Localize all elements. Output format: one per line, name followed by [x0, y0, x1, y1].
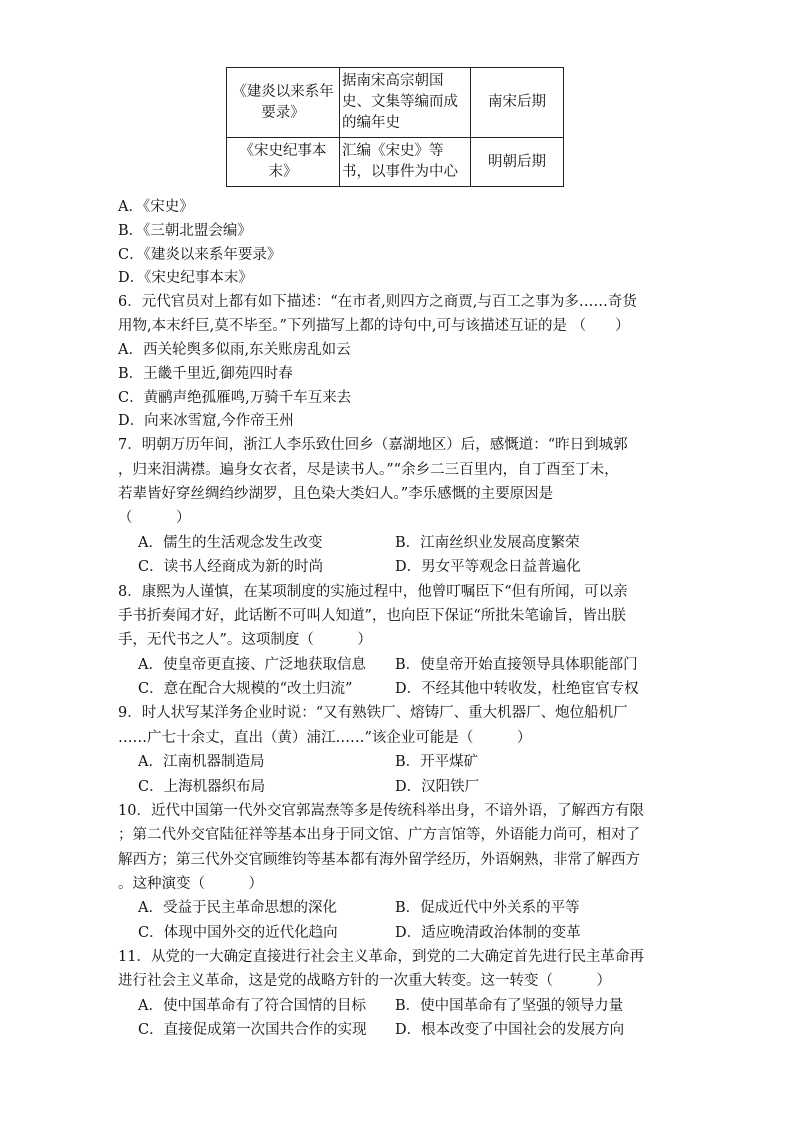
- q6-option-c: C．黄鹂声绝孤雁鸣,万骑千车互来去: [118, 390, 352, 406]
- q11-stem: 11．从党的一大确定直接进行社会主义革命，到党的二大确定首先进行民主革命再: [118, 949, 644, 965]
- q8-stem: 手书折奏闻才好，此话断不可叫人知道”，也向臣下保证“所批朱笔谕旨，皆出朕: [118, 608, 626, 624]
- table-cell: 汇编《宋史》等书，以事件为中心: [340, 138, 471, 187]
- q10-stem: ；第二代外交官陆征祥等基本出身于同文馆、广方言馆等，外语能力尚可，相对了: [118, 827, 640, 843]
- q9-stem: 9．时人状写某洋务企业时说：“又有熟铁厂、熔铸厂、重大机器厂、炮位船机厂: [118, 705, 628, 721]
- q7-stem: ，归来泪满襟。遍身女衣者，尽是读书人。”“余乡二三百里内，自丁酉至丁未，: [118, 462, 619, 478]
- q9-option-c: C．上海机器织布局: [138, 779, 266, 795]
- q5-option-a: A．《宋史》: [118, 199, 194, 215]
- q10-option-d: D．适应晚清政治体制的变革: [395, 925, 581, 941]
- q8-option-c: C．意在配合大规模的“改土归流”: [138, 681, 353, 697]
- q10-stem: 10．近代中国第一代外交官郭嵩焘等多是传统科举出身，不谙外语，了解西方有限: [118, 803, 644, 819]
- q10-stem: 解西方；第三代外交官顾维钧等基本都有海外留学经历，外语娴熟，非常了解西方: [118, 852, 640, 868]
- q7-stem: （ ）: [118, 510, 191, 526]
- q7-option-d: D．男女平等观念日益普遍化: [395, 559, 581, 575]
- source-table: [226, 67, 564, 187]
- q6-option-b: B．王畿千里近,御苑四时春: [118, 366, 293, 382]
- q9-option-b: B．开平煤矿: [395, 754, 479, 770]
- table-cell: 南宋后期: [471, 68, 564, 138]
- q6-stem: 6．元代官员对上都有如下描述：“在市者,则四方之商贾,与百工之事为多……奇货: [118, 294, 637, 310]
- q10-option-b: B．促成近代中外关系的平等: [395, 900, 580, 916]
- q10-option-c: C．体现中国外交的近代化趋向: [138, 925, 338, 941]
- table-row: [227, 138, 564, 187]
- table-cell: 明朝后期: [471, 138, 564, 187]
- q6-option-a: A．西关轮舆多似雨,东关账房乱如云: [118, 342, 351, 358]
- q11-option-c: C．直接促成第一次国共合作的实现: [138, 1022, 367, 1038]
- q10-option-a: A．受益于民主革命思想的深化: [138, 900, 337, 916]
- table-row: [227, 68, 564, 138]
- q11-option-d: D．根本改变了中国社会的发展方向: [395, 1022, 625, 1038]
- q8-option-a: A．使皇帝更直接、广泛地获取信息: [138, 657, 366, 673]
- q8-stem: 8．康熙为人谨慎，在某项制度的实施过程中，他曾叮嘱臣下“但有所闻，可以亲: [118, 584, 628, 600]
- q11-stem: 进行社会主义革命，这是党的战略方针的一次重大转变。这一转变（ ）: [118, 973, 611, 989]
- q7-stem: 7．明朝万历年间，浙江人李乐致仕回乡（嘉湖地区）后，感慨道：“昨日到城郭: [118, 437, 628, 453]
- q11-option-b: B．使中国革命有了坚强的领导力量: [395, 998, 624, 1014]
- q9-stem: ……广七十余丈，直出（黄）浦江……”该企业可能是（ ）: [118, 730, 532, 746]
- q8-option-b: B．使皇帝开始直接领导具体职能部门: [395, 657, 638, 673]
- q6-option-d: D．向来冰雪窟,今作帝王州: [118, 413, 294, 429]
- q7-stem: 若辈皆好穿丝绸绉纱湖罗，且色染大类妇人。”李乐感慨的主要原因是: [118, 486, 554, 502]
- q5-option-d: D．《宋史纪事本末》: [118, 270, 253, 286]
- q9-option-d: D．汉阳铁厂: [395, 779, 480, 795]
- q8-option-d: D．不经其他中转收发，杜绝宦官专权: [395, 681, 639, 697]
- table-cell: 《建炎以来系年要录》: [227, 68, 340, 138]
- table-cell: 《宋史纪事本末》: [227, 138, 340, 187]
- q8-stem: 手，无代书之人”。这项制度（ ）: [118, 632, 372, 648]
- q11-option-a: A．使中国革命有了符合国情的目标: [138, 998, 366, 1014]
- q7-option-a: A．儒生的生活观念发生改变: [138, 535, 323, 551]
- q7-option-b: B．江南丝织业发展高度繁荣: [395, 535, 580, 551]
- q5-option-b: B．《三朝北盟会编》: [118, 223, 252, 239]
- table-cell: 据南宋高宗朝国史、文集等编而成的编年史: [340, 68, 471, 138]
- q7-option-c: C．读书人经商成为新的时尚: [138, 559, 324, 575]
- q6-stem: 用物,本末纤巨,莫不毕至。”下列描写上都的诗句中,可与该描述互证的是 （ ）: [118, 318, 630, 334]
- q10-stem: 。这种演变（ ）: [118, 876, 263, 892]
- q5-option-c: C．《建炎以来系年要录》: [118, 247, 282, 263]
- q9-option-a: A．江南机器制造局: [138, 754, 265, 770]
